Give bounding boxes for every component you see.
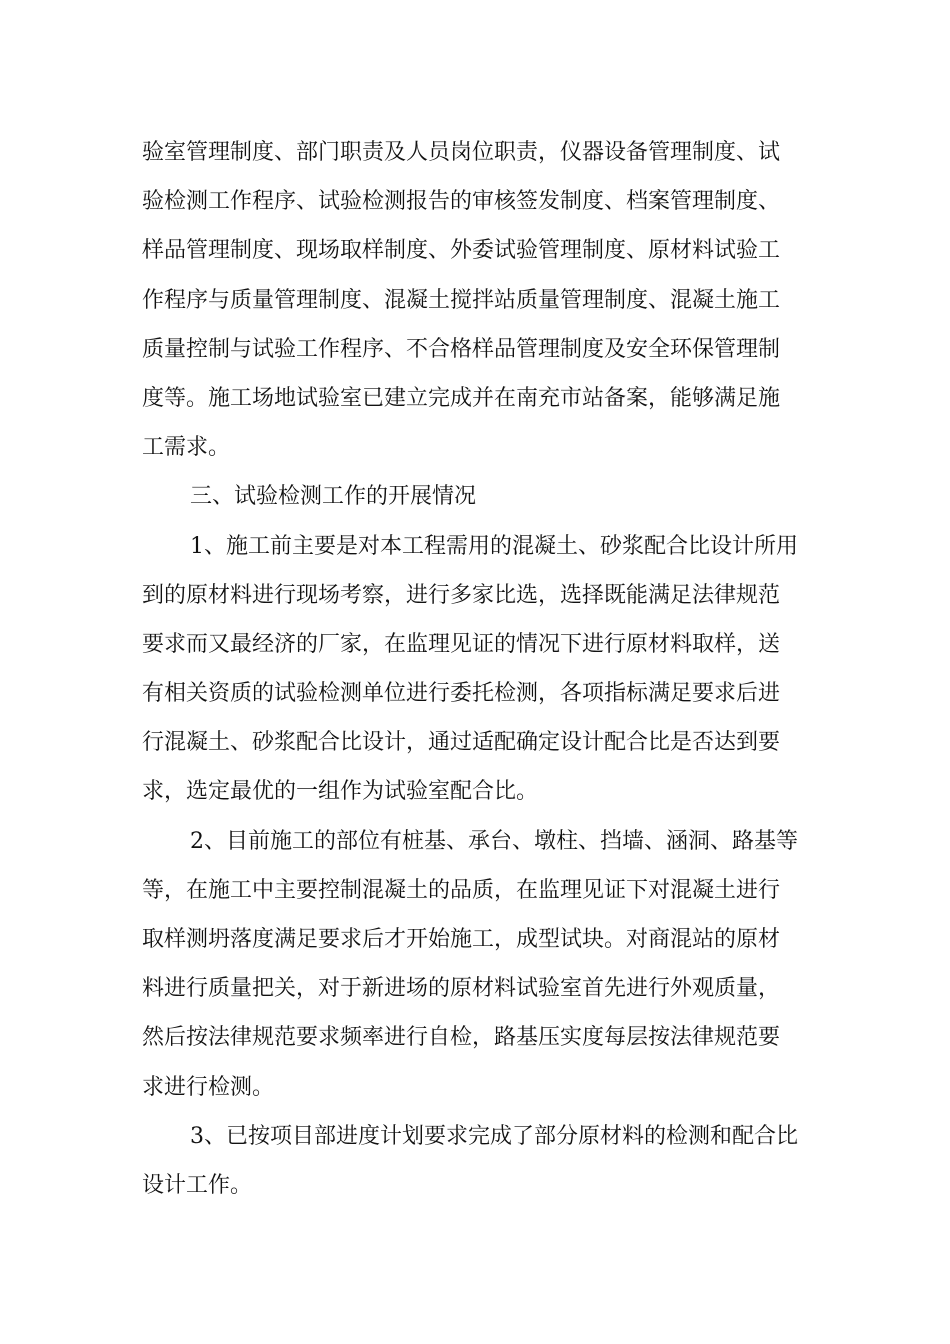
text-line: 度等。施工场地试验室已建立完成并在南充市站备案，能够满足施 (142, 385, 781, 411)
document-body (142, 128, 808, 1210)
text-line: 设计工作。 (142, 1172, 253, 1198)
text-line: 质量控制与试验工作程序、不合格样品管理制度及安全环保管理制 (142, 336, 781, 362)
text-line: 有相关资质的试验检测单位进行委托检测，各项指标满足要求后进 (142, 681, 781, 707)
text-line: 到的原材料进行现场考察，进行多家比选，选择既能满足法律规范 (142, 582, 781, 608)
text-line: 作程序与质量管理制度、混凝土搅拌站质量管理制度、混凝土施工 (142, 287, 781, 313)
text-line: 2、目前施工的部位有桩基、承台、墩柱、挡墙、涵洞、路基等 (190, 828, 798, 854)
text-line: 1、施工前主要是对本工程需用的混凝土、砂浆配合比设计所用 (190, 533, 798, 559)
text-line: 等，在施工中主要控制混凝土的品质，在监理见证下对混凝土进行 (142, 877, 781, 903)
text-line: 样品管理制度、现场取样制度、外委试验管理制度、原材料试验工 (142, 238, 781, 264)
text-line: 3、已按项目部进度计划要求完成了部分原材料的检测和配合比 (190, 1123, 798, 1149)
text-line: 然后按法律规范要求频率进行自检，路基压实度每层按法律规范要 (142, 1025, 781, 1051)
text-line: 行混凝土、砂浆配合比设计，通过适配确定设计配合比是否达到要 (142, 730, 781, 756)
text-line: 验室管理制度、部门职责及人员岗位职责，仪器设备管理制度、试 (142, 140, 781, 165)
text-line: 料进行质量把关，对于新进场的原材料试验室首先进行外观质量， (142, 976, 781, 1002)
text-line: 求进行检测。 (142, 1074, 275, 1100)
text-line: 验检测工作程序、试验检测报告的审核签发制度、档案管理制度、 (142, 189, 781, 215)
text-line: 求，选定最优的一组作为试验室配合比。 (142, 779, 539, 805)
text-line: 要求而又最经济的厂家，在监理见证的情况下进行原材料取样，送 (142, 631, 781, 657)
text-line: 取样测坍落度满足要求后才开始施工，成型试块。对商混站的原材 (142, 927, 781, 952)
section-heading: 三、试验检测工作的开展情况 (190, 484, 477, 510)
text-line: 工需求。 (142, 435, 231, 461)
